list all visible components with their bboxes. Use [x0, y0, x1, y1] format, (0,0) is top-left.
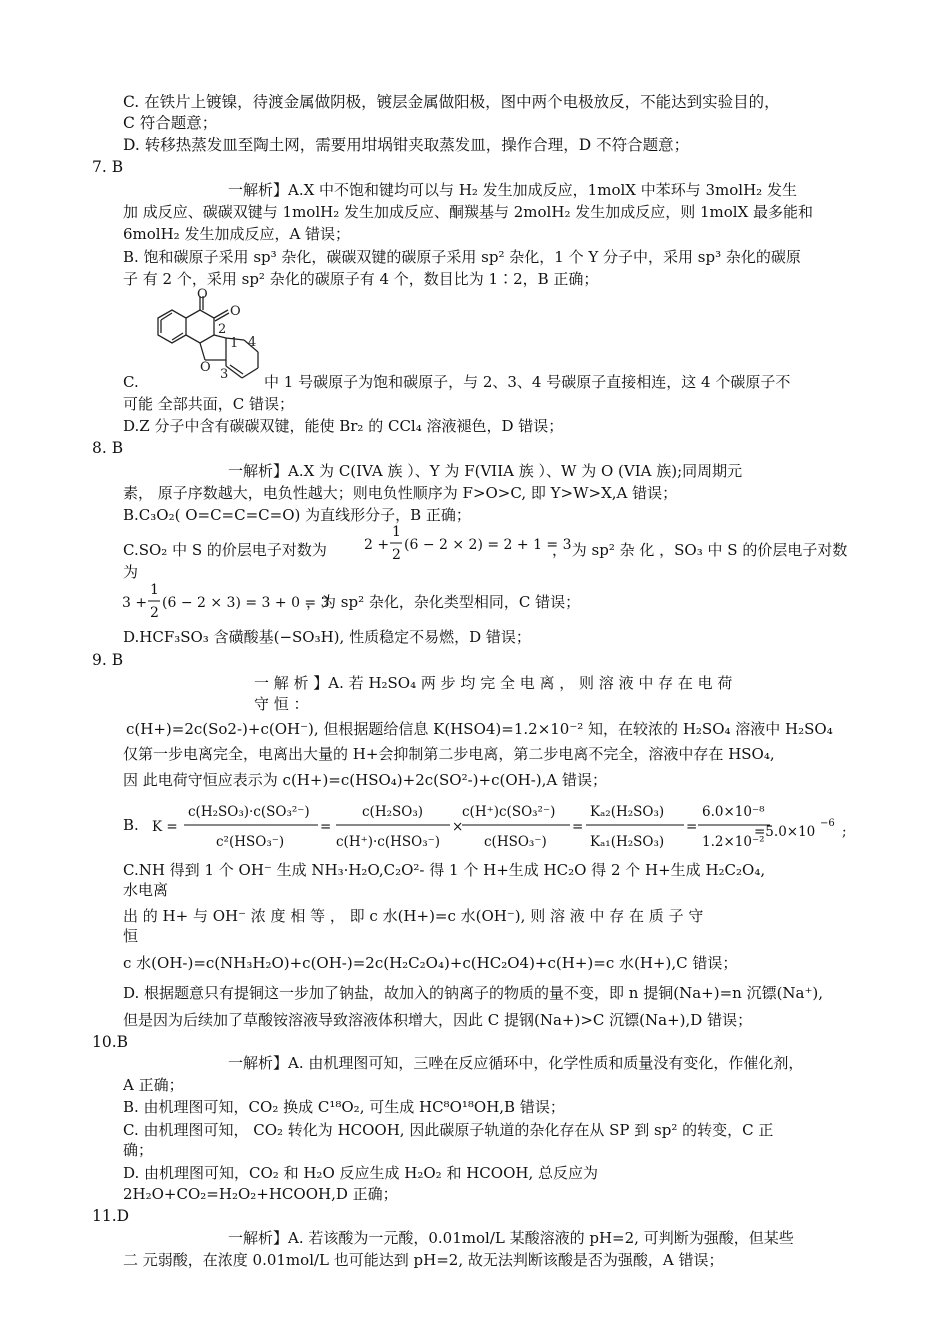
text-line: 二 元弱酸，在浓度 0.01mol/L 也可能达到 pH=2, 故无法判断该酸是否为强酸，A 错误； — [123, 1251, 724, 1269]
text-line: D.HCF₃SO₃ 含磺酸基(−SO₃H), 性质稳定不易燃，D 错误； — [123, 628, 531, 646]
atom-label: 1 — [230, 336, 239, 351]
text-line: D. 转移热蒸发皿至陶土网，需要用坩埚钳夹取蒸发皿，操作合理，D 不符合题意； — [123, 136, 690, 154]
atom-label: 2 — [218, 322, 227, 337]
atom-label: 3 — [220, 367, 229, 382]
eq-text: 1 — [392, 524, 401, 540]
question-number: 7. B — [92, 158, 124, 176]
text-line: C.NH 得到 1 个 OH⁻ 生成 NH₃·H₂O,C₂O²- 得 1 个 H+生成 HC₂O 得 2 个 H+生成 H₂C₂O₄, — [123, 861, 766, 879]
eq-exponent: −6 — [820, 818, 835, 829]
so2-equation — [362, 522, 572, 566]
text-line: 加 成反应、碳碳双键与 1molH₂ 发生加成反应、酮羰基与 2molH₂ 发生加成反应，则 1molX 最多能和 — [123, 203, 814, 221]
atom-label: O — [230, 304, 241, 319]
text-line: 出 的 H+ 与 OH⁻ 浓 度 相 等 ， 即 c 水(H+)=c 水(OH⁻), 则 溶 液 中 存 在 质 子 守 — [123, 907, 704, 925]
eq-text: × — [452, 819, 464, 835]
text-line: 2H₂O+CO₂=H₂O₂+HCOOH,D 正确； — [123, 1185, 398, 1203]
molecule-structure — [148, 288, 268, 388]
text-line: 一解析】A. 由机理图可知，三唑在反应循环中，化学性质和质量没有变化，作催化剂， — [228, 1054, 804, 1072]
text-line: B.C₃O₂( O=C=C=C=O) 为直线形分子，B 正确； — [123, 506, 471, 524]
question-number: 8. B — [92, 439, 124, 457]
question-number: 11.D — [92, 1207, 130, 1225]
text-line: 一解析】A.X 为 C(IVA 族 ）、Y 为 F(VIIA 族 ）、W 为 O (VIA 族);同周期元 — [228, 462, 743, 480]
text-line: 子 有 2 个，采用 sp² 杂化的碳原子有 4 个，数目比为 1∶2，B 正确； — [123, 270, 599, 288]
text-line: 水电离 — [123, 881, 169, 899]
text-line: C. — [123, 373, 139, 391]
text-line: ， 为 sp² 杂 化 ，SO₃ 中 S 的价层电子对数 — [552, 541, 848, 559]
eq-text: ; — [842, 824, 847, 840]
text-line: 为 — [123, 563, 139, 581]
atom-label: 4 — [248, 335, 257, 350]
eq-fraction-den: c(HSO₃⁻) — [484, 834, 547, 850]
text-line: ，为 sp² 杂化，杂化类型相同，C 错误； — [306, 593, 581, 611]
text-line: D.Z 分子中含有碳碳双键，能使 Br₂ 的 CCl₄ 溶液褪色，D 错误； — [123, 417, 564, 435]
text-line: 仅第一步电离完全，电离出大量的 H+会抑制第二步电离，第二步电离不完全，溶液中存在 HSO₄, — [123, 745, 775, 763]
eq-text: 2 — [392, 547, 401, 563]
text-line: 一解析】A.X 中不饱和键均可以与 H₂ 发生加成反应，1molX 中苯环与 3molH₂ 发生 — [228, 181, 797, 199]
eq-fraction-den: Kₐ₁(H₂SO₃) — [590, 834, 665, 850]
eq-fraction-num: c(H⁺)c(SO₃²⁻) — [462, 804, 556, 820]
eq-text: = — [686, 819, 698, 835]
k-equation — [150, 796, 850, 858]
text-line: c(H+)=2c(So2-)+c(OH⁻), 但根据题给信息 K(HSO4)=1.2×10⁻² 知，在较浓的 H₂SO₄ 溶液中 H₂SO₄ — [126, 720, 833, 738]
eq-text: = — [572, 819, 584, 835]
eq-text: 3 + — [122, 595, 148, 611]
text-line: A 正确； — [123, 1076, 184, 1094]
text-line: 一解析】A. 若该酸为一元酸，0.01mol/L 某酸溶液的 pH=2, 可判断为强酸，但某些 — [228, 1229, 794, 1247]
text-line: 恒 — [123, 927, 139, 945]
atom-label: O — [200, 360, 211, 375]
text-line: D. 根据题意只有提铜这一步加了钠盐，故加入的钠离子的物质的量不变，即 n 提铜(Na+)=n 沉镖(Na⁺), — [123, 984, 824, 1002]
eq-text: (6 − 2 × 3) = 3 + 0 = 3 — [162, 595, 330, 611]
eq-text: 1 — [150, 582, 159, 598]
text-line: C.SO₂ 中 S 的价层电子对数为 — [123, 541, 327, 559]
question-number: 9. B — [92, 651, 124, 669]
eq-fraction-num: 6.0×10⁻⁸ — [702, 804, 765, 820]
text-line: 因 此电荷守恒应表示为 c(H+)=c(HSO₄)+2c(SO²-)+c(OH-),A 错误； — [123, 771, 607, 789]
text-line: 可能 全部共面，C 错误； — [123, 395, 295, 413]
eq-text: (6 − 2 × 2) = 2 + 1 = 3 — [404, 537, 572, 553]
question-number: 10.B — [92, 1033, 129, 1051]
eq-text: = — [320, 819, 332, 835]
text-line: 但是因为后续加了草酸铵溶液导致溶液体积增大，因此 C 提钢(Na+)>C 沉镖(Na+),D 错误； — [123, 1011, 753, 1029]
atom-label: O — [197, 287, 208, 302]
so3-equation — [120, 582, 330, 626]
text-line: B. 饱和碳原子采用 sp³ 杂化，碳碳双键的碳原子采用 sp² 杂化，1 个 Y 分子中，采用 sp³ 杂化的碳原 — [123, 248, 801, 266]
text-line: 一 解 析 】A. 若 H₂SO₄ 两 步 均 完 全 电 离 ， 则 溶 液 中 存 在 电 荷 — [254, 674, 733, 692]
eq-fraction-den: c(H⁺)·c(HSO₃⁻) — [336, 834, 441, 850]
eq-result: =5.0×10 — [754, 824, 816, 840]
eq-text: 2 — [150, 605, 159, 621]
eq-fraction-num: c(H₂SO₃) — [362, 804, 424, 820]
eq-fraction-num: c(H₂SO₃)·c(SO₃²⁻) — [188, 804, 310, 820]
eq-fraction-den: 1.2×10⁻² — [702, 834, 765, 850]
eq-fraction-den: c²(HSO₃⁻) — [216, 834, 285, 850]
text-line: c 水(OH-)=c(NH₃H₂O)+c(OH-)=2c(H₂C₂O₄)+c(HC₂O4)+c(H+)=c 水(H+),C 错误； — [123, 954, 738, 972]
text-line: 素， 原子序数越大，电负性越大；则电负性顺序为 F>O>C, 即 Y>W>X,A 错误； — [123, 484, 678, 502]
text-line: 守 恒 ： — [254, 695, 309, 713]
text-line: B. 由机理图可知，CO₂ 换成 C¹⁸O₂, 可生成 HC⁸O¹⁸OH,B 错误； — [123, 1098, 565, 1116]
text-line: C. 在铁片上镀镍，待渡金属做阴极，镀层金属做阳极，图中两个电极放反，不能达到实验目的， — [123, 93, 780, 111]
text-line: 6molH₂ 发生加成反应，A 错误； — [123, 225, 351, 243]
eq-text: 2 + — [364, 537, 390, 553]
text-line: B. — [123, 816, 139, 834]
text-line: 中 1 号碳原子为饱和碳原子，与 2、3、4 号碳原子直接相连，这 4 个碳原子不 — [264, 373, 791, 391]
eq-text: K = — [152, 819, 178, 835]
text-line: C 符合题意； — [123, 114, 218, 132]
text-line: D. 由机理图可知，CO₂ 和 H₂O 反应生成 H₂O₂ 和 HCOOH, 总反应为 — [123, 1164, 598, 1182]
eq-fraction-num: Kₐ₂(H₂SO₃) — [590, 804, 665, 820]
text-line: 确； — [123, 1141, 154, 1159]
text-line: C. 由机理图可知， CO₂ 转化为 HCOOH, 因此碳原子轨道的杂化存在从 SP 到 sp² 的转变，C 正 — [123, 1121, 774, 1139]
